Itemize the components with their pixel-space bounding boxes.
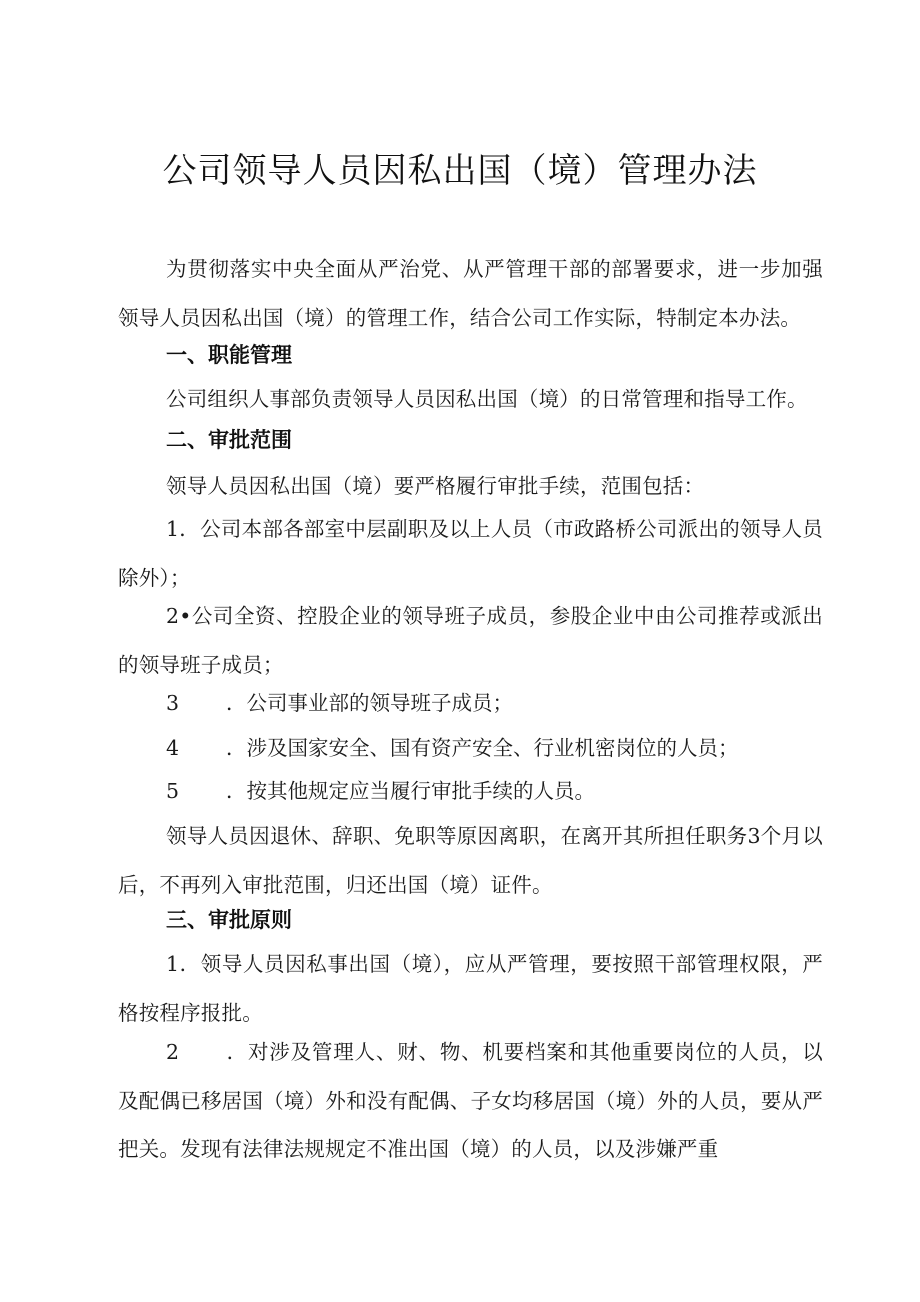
scope-lead-paragraph: 领导人员因私出国（境）要严格履行审批手续，范围包括： <box>166 474 705 498</box>
scope-item-3 <box>166 683 513 723</box>
principles-item-2-text: ．对涉及管理人、财、物、机要档案和其他重要岗位的人员，以及配偶已移居国（境）外和没有配偶、子女均移居国（境）外的人员，要从严把关。发现有法律法规规定不准出国（境）的人员，以及涉嫌严重 <box>118 1040 823 1161</box>
section-heading-principles: 三、审批原则 <box>166 908 292 932</box>
scope-item-5 <box>166 771 595 811</box>
scope-item-4-text: ．涉及国家安全、国有资产安全、行业机密岗位的人员； <box>226 736 739 760</box>
principles-item-2 <box>118 1028 823 1174</box>
duties-paragraph: 公司组织人事部负责领导人员因私出国（境）的日常管理和指导工作。 <box>166 387 808 411</box>
principles-item-1: 1．领导人员因私事出国（境），应从严管理，要按照干部管理权限，严格按程序报批。 <box>118 952 823 1025</box>
intro-paragraph: 为贯彻落实中央全面从严治党、从严管理干部的部署要求，进一步加强领导人员因私出国（境）的管理工作，结合公司工作实际，特制定本办法。 <box>118 257 823 330</box>
principles-item-2-number: 2 <box>166 1040 180 1064</box>
scope-item-1: 1．公司本部各部室中层副职及以上人员（市政路桥公司派出的领导人员除外）； <box>118 517 823 590</box>
section-heading-duties: 一、职能管理 <box>166 343 292 367</box>
scope-item-5-text: ．按其他规定应当履行审批手续的人员。 <box>226 779 595 803</box>
scope-closing-paragraph: 领导人员因退休、辞职、免职等原因离职，在离开其所担任职务3个月以后，不再列入审批范围，归还出国（境）证件。 <box>118 824 823 897</box>
scope-item-4 <box>166 728 739 768</box>
scope-item-3-text: ．公司事业部的领导班子成员； <box>226 691 513 715</box>
scope-item-2: 2•公司全资、控股企业的领导班子成员，参股企业中由公司推荐或派出的领导班子成员； <box>118 604 823 677</box>
scope-item-4-number: 4 <box>166 736 180 760</box>
scope-item-3-number: 3 <box>166 691 180 715</box>
scope-item-5-number: 5 <box>166 779 180 803</box>
section-heading-scope: 二、审批范围 <box>166 428 292 452</box>
document-title: 公司领导人员因私出国（境）管理办法 <box>162 151 758 191</box>
